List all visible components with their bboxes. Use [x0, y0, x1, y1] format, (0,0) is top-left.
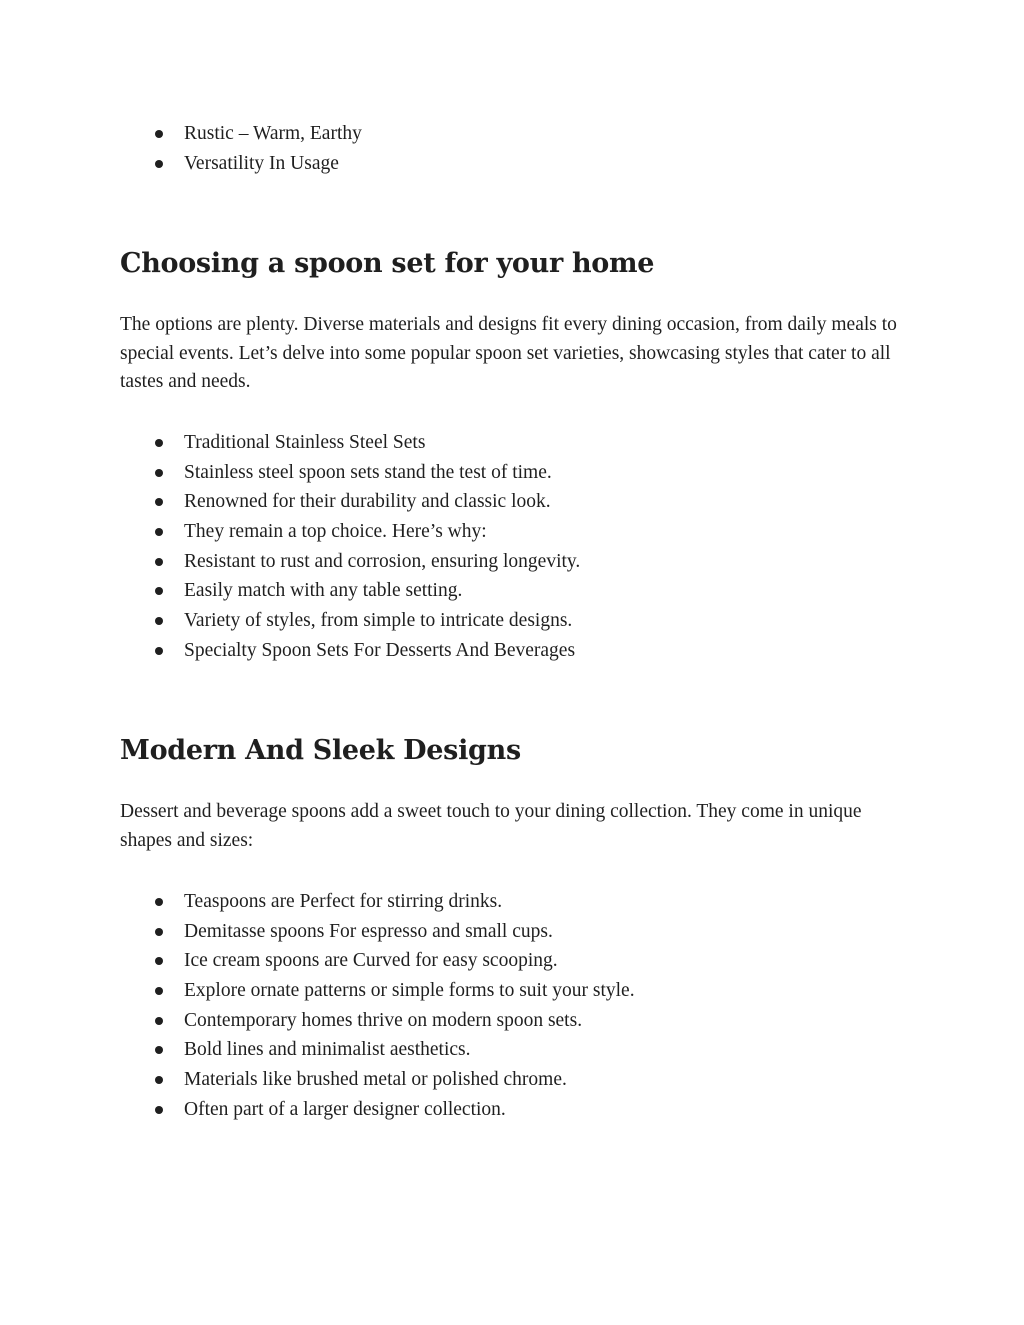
list-item	[0, 487, 1024, 517]
section-heading-choosing: Choosing a spoon set for your home	[120, 248, 655, 279]
bullet-icon	[155, 160, 163, 168]
list-item	[0, 576, 1024, 606]
list-item	[0, 976, 1024, 1006]
section-paragraph-modern: Dessert and beverage spoons add a sweet touch to your dining collection. They come in unique shapes and sizes:	[120, 801, 862, 851]
bullet-icon	[155, 1017, 163, 1025]
list-item	[0, 119, 1024, 149]
bullet-icon	[155, 528, 163, 536]
list-item	[0, 149, 1024, 179]
bullet-icon	[155, 1046, 163, 1054]
bullet-icon	[155, 1076, 163, 1084]
bullet-icon	[155, 498, 163, 506]
bullet-icon	[155, 647, 163, 655]
list-item	[0, 1065, 1024, 1095]
bullet-icon	[155, 558, 163, 566]
list-item-text: Materials like brushed metal or polished chrome.	[184, 1069, 567, 1091]
list-item-text: Bold lines and minimalist aesthetics.	[184, 1039, 471, 1061]
list-item-text: Teaspoons are Perfect for stirring drinks.	[184, 891, 503, 912]
list-item-text: Often part of a larger designer collection.	[184, 1098, 506, 1120]
list-item	[0, 1095, 1024, 1125]
bullet-icon	[155, 439, 163, 447]
list-item-text: Rustic – Warm, Earthy	[184, 123, 362, 144]
bullet-icon	[155, 898, 163, 906]
bullet-list-dessert-spoons	[0, 887, 1024, 1125]
list-item	[0, 547, 1024, 577]
list-item	[0, 946, 1024, 976]
bullet-icon	[155, 957, 163, 965]
list-item	[0, 1035, 1024, 1065]
bullet-icon	[155, 987, 163, 995]
section-paragraph-choosing: The options are plenty. Diverse materials and designs fit every dining occasion, from daily meals to special events. Let’s delve into some popular spoon set varieties, showcasing styles that cater to all tastes and needs.	[120, 314, 897, 392]
list-item	[0, 636, 1024, 666]
list-item-text: Demitasse spoons For espresso and small cups.	[184, 920, 553, 942]
list-item	[0, 458, 1024, 488]
list-item	[0, 428, 1024, 458]
bullet-list-intro	[0, 119, 1024, 178]
bullet-icon	[155, 469, 163, 477]
bullet-icon	[155, 587, 163, 595]
bullet-icon	[155, 928, 163, 936]
list-item-text: Traditional Stainless Steel Sets	[184, 432, 426, 453]
list-item	[0, 917, 1024, 947]
list-item-text: Renowned for their durability and classic look.	[184, 491, 551, 513]
list-item-text: Stainless steel spoon sets stand the test of time.	[184, 461, 552, 483]
list-item	[0, 887, 1024, 917]
list-item	[0, 1006, 1024, 1036]
list-item	[0, 517, 1024, 547]
bullet-icon	[155, 130, 163, 138]
bullet-list-spoon-varieties	[0, 428, 1024, 666]
list-item-text: They remain a top choice. Here’s why:	[184, 521, 487, 543]
list-item-text: Resistant to rust and corrosion, ensuring longevity.	[184, 550, 581, 572]
section-heading-modern: Modern And Sleek Designs	[120, 735, 521, 766]
list-item-text: Versatility In Usage	[184, 152, 339, 174]
bullet-icon	[155, 617, 163, 625]
list-item	[0, 606, 1024, 636]
list-item-text: Specialty Spoon Sets For Desserts And Beverages	[184, 639, 576, 661]
bullet-icon	[155, 1106, 163, 1114]
list-item-text: Easily match with any table setting.	[184, 580, 463, 602]
list-item-text: Ice cream spoons are Curved for easy scooping.	[184, 950, 558, 972]
list-item-text: Explore ornate patterns or simple forms to suit your style.	[184, 980, 635, 1002]
list-item-text: Contemporary homes thrive on modern spoon sets.	[184, 1009, 583, 1031]
list-item-text: Variety of styles, from simple to intricate designs.	[184, 610, 573, 632]
